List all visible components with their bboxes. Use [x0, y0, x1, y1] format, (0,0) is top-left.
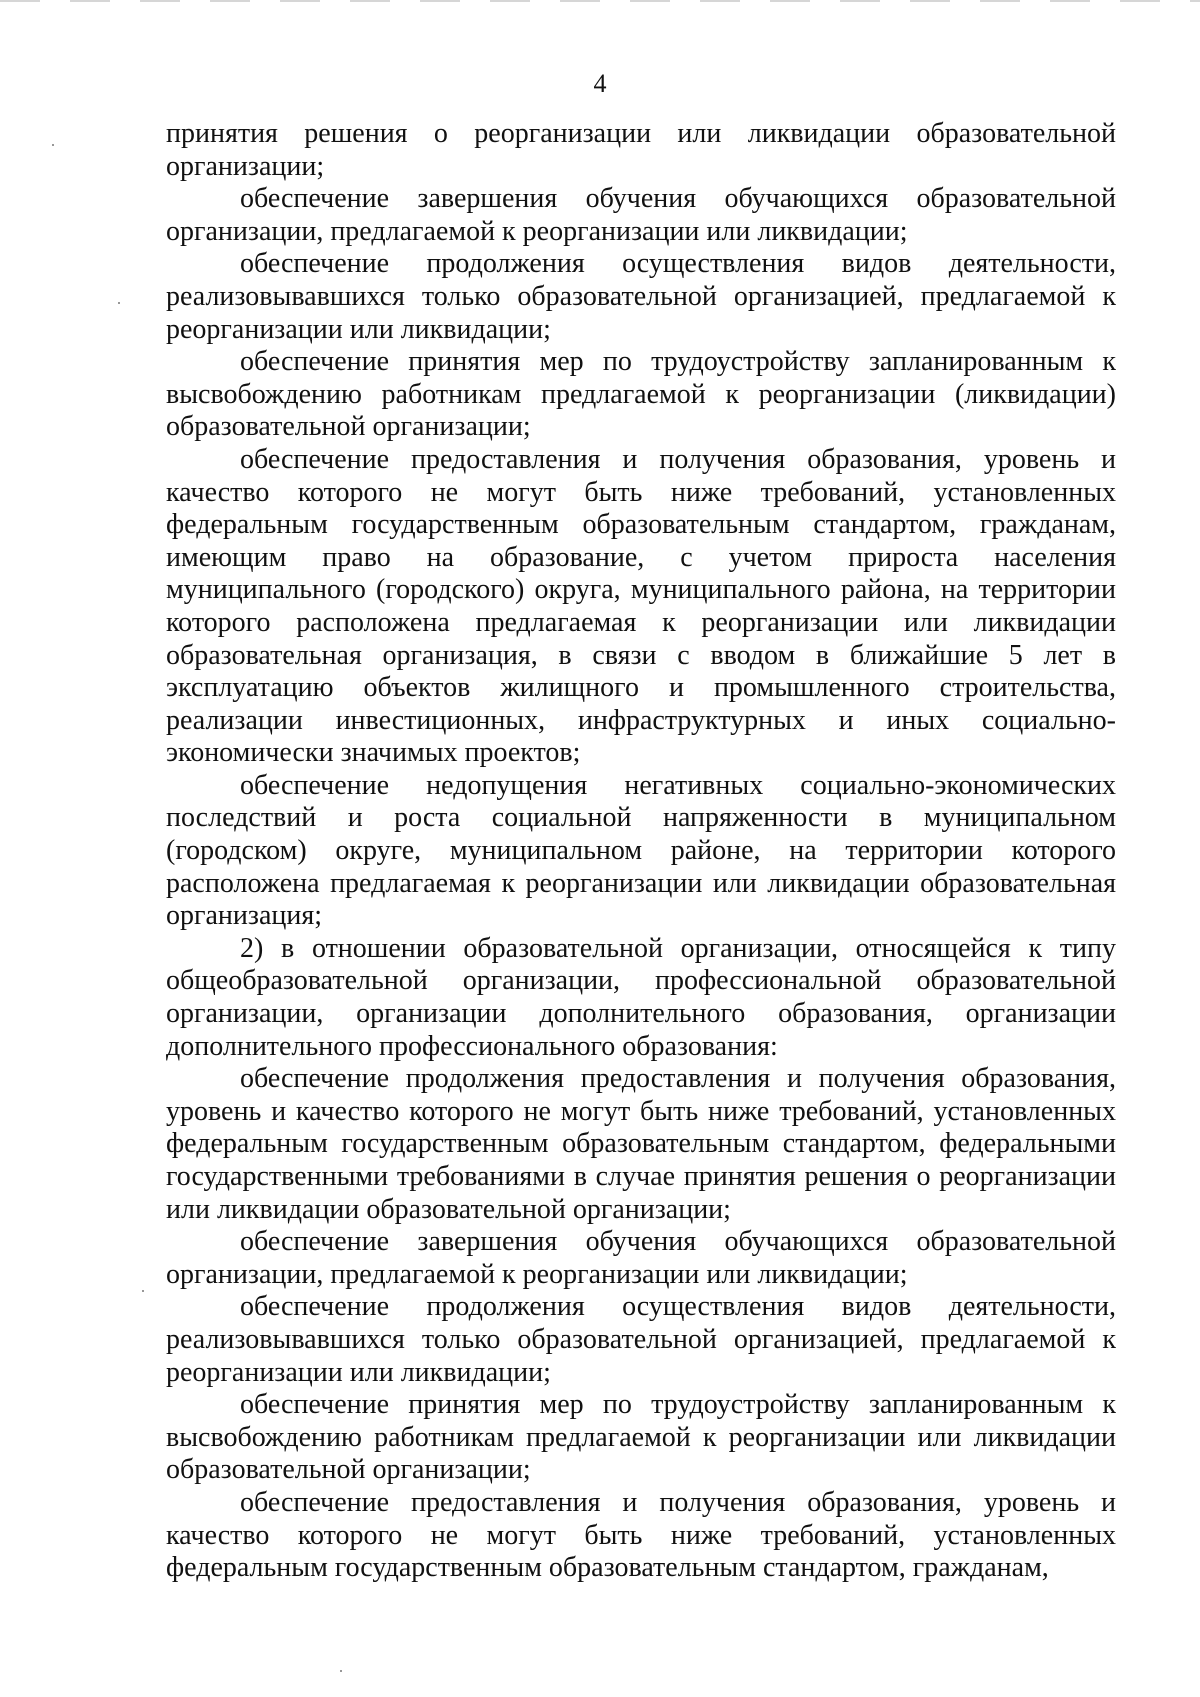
page-number: 4	[593, 69, 607, 98]
scan-speck	[52, 144, 54, 146]
scan-top-edge	[0, 0, 1200, 2]
paragraph: обеспечение предоставления и получения образования, уровень и качество которого не могут быть ниже требований, установленных федеральным государственным образовательным стандартом, гражданам, имеющим право на образование, с учетом прироста населения муниципального (городского) округа, муниципального района, на территории которого расположена предлагаемая к реорганизации или ликвидации образовательная организация, в связи с вводом в ближайшие 5 лет в эксплуатацию объектов жилищного и промышленного строительства, реализации инвестиционных, инфраструктурных и иных социально-экономически значимых проектов;	[166, 443, 1116, 769]
paragraph: обеспечение продолжения осуществления видов деятельности, реализовывавшихся только образовательной организацией, предлагаемой к реорганизации или ликвидации;	[166, 248, 1116, 345]
paragraph: принятия решения о реорганизации или ликвидации образовательной организации;	[166, 118, 1116, 182]
scan-speck	[340, 1670, 342, 1672]
paragraph: обеспечение завершения обучения обучающихся образовательной организации, предлагаемой к реорганизации или ликвидации;	[166, 1226, 1116, 1290]
paragraph: обеспечение принятия мер по трудоустройству запланированным к высвобождению работникам предлагаемой к реорганизации или ликвидации образовательной организации;	[166, 1389, 1116, 1486]
paragraph: обеспечение предоставления и получения образования, уровень и качество которого не могут быть ниже требований, установленных федеральным государственным образовательным стандартом, гражданам,	[166, 1486, 1116, 1584]
paragraph: обеспечение принятия мер по трудоустройству запланированным к высвобождению работникам предлагаемой к реорганизации (ликвидации) образовательной организации;	[166, 346, 1116, 443]
scan-speck	[118, 302, 120, 304]
list-item-paragraph: 2) в отношении образовательной организации, относящейся к типу общеобразовательной организации, профессиональной образовательной организации, организации дополнительного образования, организации дополнительного профессионального образования:	[166, 932, 1116, 1062]
paragraph: обеспечение завершения обучения обучающихся образовательной организации, предлагаемой к реорганизации или ликвидации;	[166, 183, 1116, 247]
paragraph: обеспечение продолжения осуществления видов деятельности, реализовывавшихся только образовательной организацией, предлагаемой к реорганизации или ликвидации;	[166, 1291, 1116, 1388]
document-body	[166, 118, 1116, 1585]
paragraph: обеспечение продолжения предоставления и получения образования, уровень и качество которого не могут быть ниже требований, установленных федеральным государственным образовательным стандартом, федеральными государственными требованиями в случае принятия решения о реорганизации или ликвидации образовательной организации;	[166, 1063, 1116, 1225]
scan-speck	[142, 1290, 144, 1292]
paragraph: обеспечение недопущения негативных социально-экономических последствий и роста социальной напряженности в муниципальном (городском) округе, муниципальном районе, на территории которого расположена предлагаемая к реорганизации или ликвидации образовательная организация;	[166, 769, 1116, 932]
